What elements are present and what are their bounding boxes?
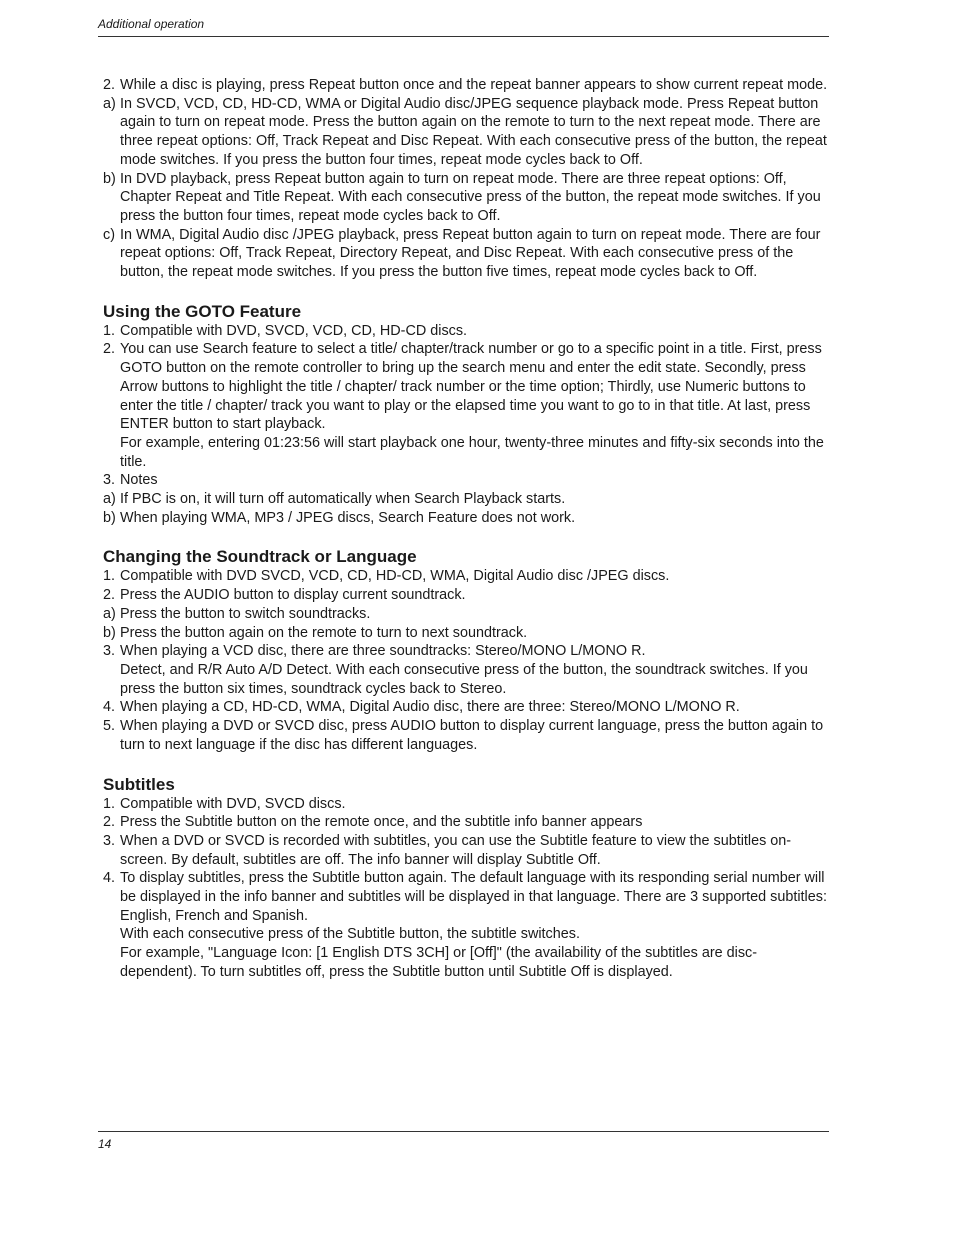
list-marker: c) — [103, 226, 115, 243]
list-text: Press the button to switch soundtracks. — [120, 605, 371, 622]
list-marker: b) — [103, 509, 116, 526]
list-marker: a) — [103, 491, 116, 508]
list-continuation — [103, 434, 833, 471]
list-text: For example, "Language Icon: [1 English DTS 3CH] or [Off]" (the availability of the subtitles are disc-dependent). To turn subtitles off, press the Subtitle button until Subtitle Off is displayed. — [120, 945, 758, 980]
header-title: Additional operation — [98, 17, 205, 31]
list-item — [103, 509, 833, 528]
list-marker: 2. — [103, 587, 116, 604]
list-marker: 5. — [103, 718, 116, 735]
list-item — [103, 170, 833, 226]
section-subtitles — [103, 775, 833, 982]
list-marker: 1. — [103, 322, 116, 339]
list-marker: 2. — [103, 341, 116, 358]
list-item — [103, 471, 833, 490]
list-text: If PBC is on, it will turn off automatically when Search Playback starts. — [120, 491, 566, 508]
list-text: When playing a DVD or SVCD disc, press AUDIO button to display current language, press the button again to turn to next language if the disc has different languages. — [120, 718, 824, 753]
list-marker: a) — [103, 605, 116, 622]
list-text: Detect, and R/R Auto A/D Detect. With each consecutive press of the button, the soundtrack switches. If you press the button six times, soundtrack cycles back to Stereo. — [120, 661, 808, 697]
list-item — [103, 76, 833, 95]
list-item — [103, 226, 833, 282]
list-continuation — [103, 925, 833, 944]
list-text: When a DVD or SVCD is recorded with subtitles, you can use the Subtitle feature to view the subtitles on-screen. By default, subtitles are off. The info banner will display Subtitle Off. — [120, 832, 792, 868]
list-item — [103, 642, 833, 661]
list-item — [103, 586, 833, 605]
list-item — [103, 605, 833, 624]
section-heading: Changing the Soundtrack or Language — [103, 547, 417, 567]
list-item — [103, 624, 833, 643]
list-text: When playing a CD, HD-CD, WMA, Digital Audio disc, there are three: Stereo/MONO L/MONO R. — [120, 699, 740, 716]
page-number: 14 — [98, 1137, 112, 1151]
list-marker: a) — [103, 95, 116, 112]
list-marker: 1. — [103, 568, 116, 585]
list-item — [103, 813, 833, 832]
list-continuation — [103, 944, 833, 981]
section-heading: Using the GOTO Feature — [103, 301, 302, 321]
list-text: To display subtitles, press the Subtitle button again. The default language with its responding serial number will be displayed in the info banner and subtitles will be displayed in that language. There are 3 supported subtitles: English, French and Spanish. — [120, 870, 827, 924]
list-text: When playing a VCD disc, there are three soundtracks: Stereo/MONO L/MONO R. — [120, 643, 646, 660]
section-soundtrack — [103, 547, 833, 754]
section-goto — [103, 302, 833, 528]
list-marker: 4. — [103, 699, 116, 716]
list-text: When playing WMA, MP3 / JPEG discs, Search Feature does not work. — [120, 509, 576, 526]
list-item — [103, 490, 833, 509]
list-text: Compatible with DVD SVCD, VCD, CD, HD-CD, WMA, Digital Audio disc /JPEG discs. — [120, 568, 670, 585]
list-item — [103, 322, 833, 341]
list-item — [103, 717, 833, 754]
list-text: Press the Subtitle button on the remote once, and the subtitle info banner appears — [120, 814, 643, 831]
list-text: In DVD playback, press Repeat button again to turn on repeat mode. There are three repeat options: Off, Chapter Repeat and Title Repeat. With each consecutive press of the button, the repeat mode switches. If you press the button four times, repeat mode cycles back to Off. — [120, 170, 821, 224]
list-text: In SVCD, VCD, CD, HD-CD, WMA or Digital Audio disc/JPEG sequence playback mode. Press Repeat button again to turn on repeat mode. Press the button again on the remote to turn to the next repeat mode. There are three repeat options: Off, Track Repeat and Disc Repeat. With each consecutive press of the button, the repeat mode switches. If you press the button four times, repeat mode cycles back to Off. — [120, 95, 827, 168]
list-marker: 1. — [103, 795, 116, 812]
list-text: Press the button again on the remote to turn to next soundtrack. — [120, 624, 528, 641]
list-item — [103, 567, 833, 586]
list-text: Compatible with DVD, SVCD, VCD, CD, HD-CD discs. — [120, 322, 468, 339]
list-item — [103, 795, 833, 814]
page-footer — [98, 1131, 829, 1151]
list-marker: b) — [103, 624, 116, 641]
list-item — [103, 869, 833, 925]
list-continuation — [103, 661, 833, 698]
list-marker: 2. — [103, 77, 116, 93]
list-text: With each consecutive press of the Subtitle button, the subtitle switches. — [120, 926, 580, 943]
list-marker: b) — [103, 170, 116, 187]
list-item — [103, 698, 833, 717]
list-text: You can use Search feature to select a title/ chapter/track number or go to a specific point in a title. First, press GOTO button on the remote controller to bring up the search menu and enter the edit state. Secondly, press Arrow buttons to highlight the title / chapter/ track number or the time option; Thirdly, use Numeric buttons to enter the title / chapter/ track you want to play or the elapsed time you want to go to in that title. At last, press ENTER button to start playback. — [120, 341, 822, 433]
list-text: Compatible with DVD, SVCD discs. — [120, 795, 346, 812]
list-item — [103, 95, 833, 170]
list-text: In WMA, Digital Audio disc /JPEG playback, press Repeat button again to turn on repeat mode. There are four repeat options: Off, Track Repeat, Directory Repeat, and Disc Repeat. With each consecutive press of the button, the repeat mode switches. If you press the button five times, repeat mode cycles back to Off. — [120, 226, 821, 281]
list-text: Press the AUDIO button to display current soundtrack. — [120, 587, 466, 604]
list-marker: 3. — [103, 643, 116, 660]
list-marker: 3. — [103, 832, 116, 849]
section-repeat — [103, 76, 833, 282]
page-content — [103, 76, 833, 982]
list-marker: 2. — [103, 814, 116, 831]
list-item — [103, 832, 833, 869]
list-marker: 4. — [103, 870, 116, 887]
list-text: Notes — [120, 472, 158, 489]
section-heading: Subtitles — [103, 774, 175, 794]
list-text: While a disc is playing, press Repeat button once and the repeat banner appears to show current repeat mode. — [120, 77, 828, 93]
list-text: For example, entering 01:23:56 will start playback one hour, twenty-three minutes and fifty-six seconds into the title. — [120, 434, 824, 470]
list-item — [103, 340, 833, 434]
page-header — [98, 17, 829, 37]
list-marker: 3. — [103, 472, 116, 489]
